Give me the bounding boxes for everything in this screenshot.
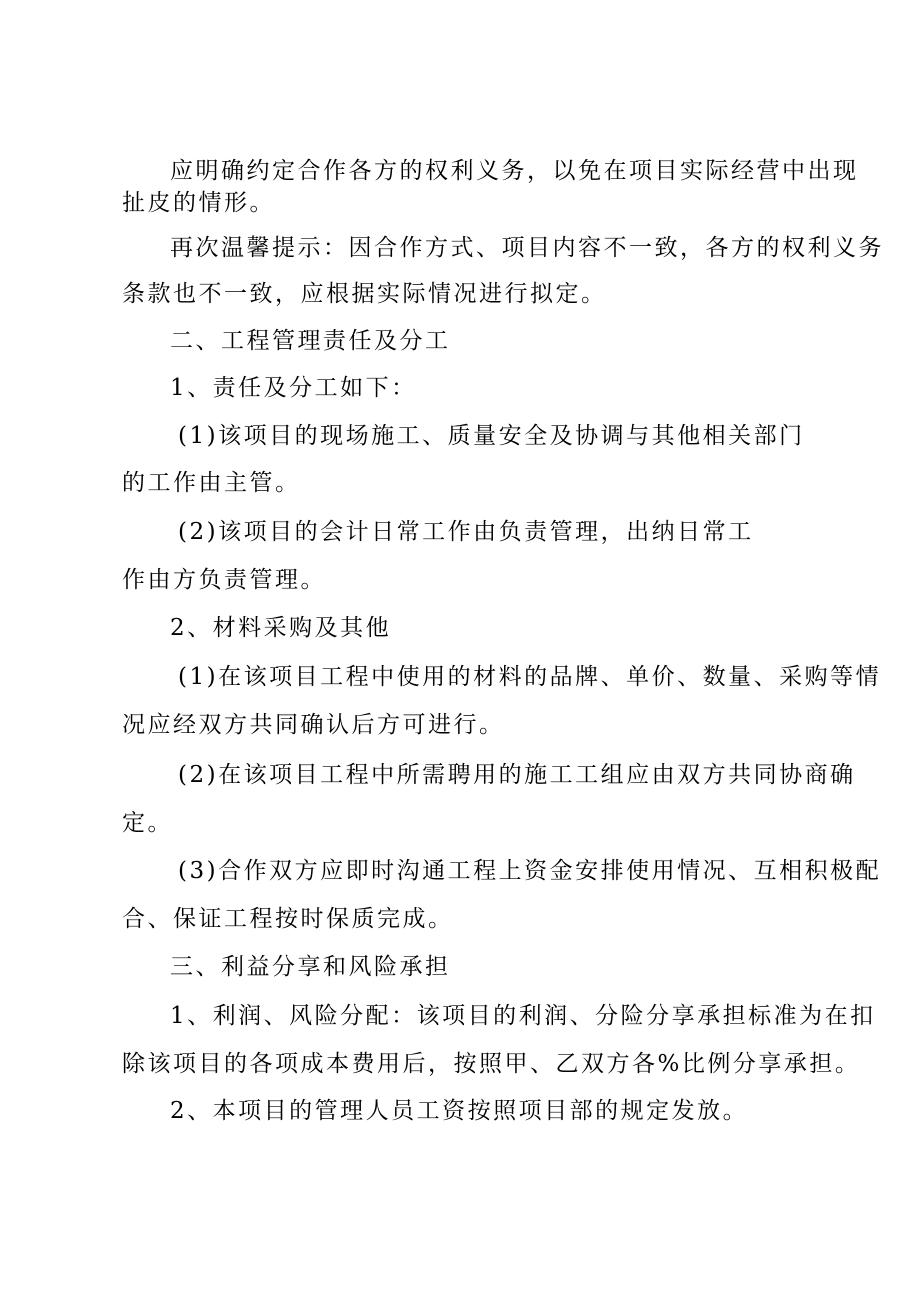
list-item-line: 作由方负责管理。 — [122, 567, 326, 593]
list-item-line: (2)在该项目工程中所需聘用的施工工组应由双方共同协商确 — [178, 762, 856, 788]
paragraph-line: 1、利润、风险分配：该项目的利润、分险分享承担标准为在扣 — [170, 1003, 876, 1029]
list-item-line: (1)该项目的现场施工、质量安全及协调与其他相关部门 — [178, 423, 805, 449]
list-item-line: 定。 — [122, 810, 173, 836]
section-heading: 三、利益分享和风险承担 — [170, 954, 451, 980]
paragraph-line: 扯皮的情形。 — [122, 190, 275, 216]
list-item-line: 合、保证工程按时保质完成。 — [122, 906, 454, 932]
paragraph-line: 再次温馨提示：因合作方式、项目内容不一致，各方的权利义务 — [170, 235, 884, 261]
list-item-line: (3)合作双方应即时沟通工程上资金安排使用情况、互相积极配 — [178, 858, 882, 884]
subsection-heading: 1、责任及分工如下： — [170, 375, 417, 401]
list-item-line: 的工作由主管。 — [122, 470, 301, 496]
paragraph-line: 应明确约定合作各方的权利义务，以免在项目实际经营中出现 — [170, 158, 859, 184]
list-item-line: (2)该项目的会计日常工作由负责管理，出纳日常工 — [178, 519, 754, 545]
paragraph-line: 条款也不一致，应根据实际情况进行拟定。 — [122, 281, 607, 307]
paragraph-line: 除该项目的各项成本费用后，按照甲、乙双方各%比例分享承担。 — [122, 1051, 861, 1077]
subsection-heading: 2、材料采购及其他 — [170, 615, 392, 641]
list-item-line: 况应经双方共同确认后方可进行。 — [122, 712, 505, 738]
section-heading: 二、工程管理责任及分工 — [170, 328, 451, 354]
list-item-line: (1)在该项目工程中使用的材料的品牌、单价、数量、采购等情 — [178, 664, 882, 690]
paragraph-line: 2、本项目的管理人员工资按照项目部的规定发放。 — [170, 1098, 749, 1124]
